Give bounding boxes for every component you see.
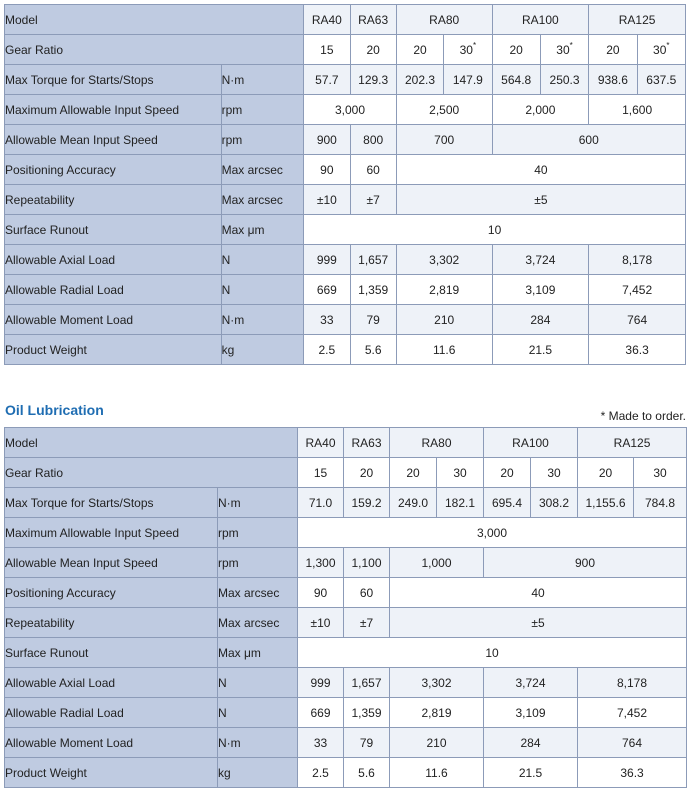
- row-unit: N·m: [221, 305, 304, 335]
- gear-ratio-value: 30: [653, 465, 667, 480]
- value-cell: 1,657: [344, 668, 390, 698]
- value-cell: ±5: [390, 608, 687, 638]
- row-unit: N: [221, 275, 304, 305]
- grease-spec-table-body: [5, 5, 686, 365]
- gear-ratio-cell: [298, 458, 344, 488]
- value-cell: 10: [304, 215, 686, 245]
- value-cell: 938.6: [589, 65, 637, 95]
- row-unit: Max arcsec: [221, 155, 304, 185]
- table-row: [5, 428, 687, 458]
- table-row: [5, 758, 687, 788]
- gear-ratio-cell: [589, 35, 637, 65]
- model-header: RA80: [390, 428, 484, 458]
- row-label: Repeatability: [5, 608, 218, 638]
- value-cell: 2.5: [304, 335, 350, 365]
- table-row: [5, 638, 687, 668]
- value-cell: 202.3: [396, 65, 443, 95]
- row-label: Product Weight: [5, 758, 218, 788]
- gear-ratio-cell: [344, 458, 390, 488]
- gear-ratio-value: 20: [406, 465, 420, 480]
- value-cell: 36.3: [589, 335, 686, 365]
- row-label: Allowable Radial Load: [5, 275, 222, 305]
- table-row: [5, 35, 686, 65]
- row-unit: kg: [218, 758, 298, 788]
- value-cell: 60: [350, 155, 396, 185]
- gear-ratio-value: 20: [359, 465, 374, 480]
- value-cell: 1,359: [350, 275, 396, 305]
- value-cell: 33: [304, 305, 350, 335]
- value-cell: 1,657: [350, 245, 396, 275]
- row-label: Positioning Accuracy: [5, 578, 218, 608]
- table-row: [5, 125, 686, 155]
- oil-spec-table-body: [5, 428, 687, 788]
- value-cell: 284: [484, 728, 578, 758]
- value-cell: 800: [350, 125, 396, 155]
- table-row: [5, 95, 686, 125]
- table-row: [5, 215, 686, 245]
- gear-ratio-value: 15: [313, 465, 328, 480]
- value-cell: 8,178: [589, 245, 686, 275]
- gear-ratio-value: 20: [366, 42, 380, 57]
- row-label: Repeatability: [5, 185, 222, 215]
- table-row: [5, 305, 686, 335]
- row-label: Surface Runout: [5, 215, 222, 245]
- value-cell: 669: [298, 698, 344, 728]
- row-label: Maximum Allowable Input Speed: [5, 518, 218, 548]
- value-cell: 90: [298, 578, 344, 608]
- value-cell: 764: [578, 728, 687, 758]
- gear-ratio-value: 20: [598, 465, 613, 480]
- table-row: [5, 578, 687, 608]
- value-cell: 564.8: [492, 65, 540, 95]
- model-header: RA40: [304, 5, 350, 35]
- gear-ratio-cell: [634, 458, 687, 488]
- value-cell: 308.2: [531, 488, 578, 518]
- gear-ratio-cell: [390, 458, 437, 488]
- row-unit: N·m: [218, 728, 298, 758]
- gear-ratio-cell: [637, 35, 685, 65]
- value-cell: 210: [396, 305, 492, 335]
- value-cell: 40: [396, 155, 685, 185]
- value-cell: 11.6: [390, 758, 484, 788]
- gear-ratio-value: 20: [413, 42, 427, 57]
- row-label: Allowable Axial Load: [5, 668, 218, 698]
- row-unit: N·m: [218, 488, 298, 518]
- row-unit: rpm: [218, 518, 298, 548]
- value-cell: 1,600: [589, 95, 686, 125]
- value-cell: 2.5: [298, 758, 344, 788]
- value-cell: 1,100: [344, 548, 390, 578]
- grease-spec-table: [4, 4, 686, 365]
- value-cell: 3,302: [396, 245, 492, 275]
- row-unit: rpm: [221, 95, 304, 125]
- made-to-order-note: * Made to order.: [600, 409, 686, 423]
- value-cell: ±10: [298, 608, 344, 638]
- table-row: [5, 698, 687, 728]
- model-header: RA125: [578, 428, 687, 458]
- model-header: RA40: [298, 428, 344, 458]
- value-cell: 159.2: [344, 488, 390, 518]
- table-row: [5, 335, 686, 365]
- oil-lubrication-title: Oil Lubrication: [5, 402, 104, 418]
- value-cell: 8,178: [578, 668, 687, 698]
- made-to-order-mark: *: [569, 40, 573, 50]
- table-row: [5, 518, 687, 548]
- value-cell: 284: [492, 305, 589, 335]
- row-label: Max Torque for Starts/Stops: [5, 488, 218, 518]
- value-cell: 3,724: [492, 245, 589, 275]
- value-cell: 129.3: [350, 65, 396, 95]
- row-unit: Max μm: [218, 638, 298, 668]
- value-cell: 36.3: [578, 758, 687, 788]
- row-unit: Max arcsec: [218, 608, 298, 638]
- value-cell: 3,109: [484, 698, 578, 728]
- value-cell: 33: [298, 728, 344, 758]
- value-cell: ±10: [304, 185, 350, 215]
- value-cell: 60: [344, 578, 390, 608]
- model-header: RA100: [484, 428, 578, 458]
- row-unit: Max μm: [221, 215, 304, 245]
- row-label: Model: [5, 428, 298, 458]
- gear-ratio-value: 30: [653, 42, 667, 57]
- value-cell: 57.7: [304, 65, 350, 95]
- gear-ratio-value: 15: [320, 42, 334, 57]
- value-cell: 7,452: [589, 275, 686, 305]
- value-cell: 2,819: [396, 275, 492, 305]
- value-cell: 600: [492, 125, 685, 155]
- value-cell: 900: [484, 548, 687, 578]
- value-cell: ±7: [350, 185, 396, 215]
- value-cell: 5.6: [344, 758, 390, 788]
- row-label: Allowable Mean Input Speed: [5, 125, 222, 155]
- value-cell: 210: [390, 728, 484, 758]
- value-cell: 3,302: [390, 668, 484, 698]
- gear-ratio-cell: [578, 458, 634, 488]
- table-row: [5, 5, 686, 35]
- row-label: Maximum Allowable Input Speed: [5, 95, 222, 125]
- gear-ratio-value: 30: [556, 42, 570, 57]
- value-cell: 700: [396, 125, 492, 155]
- row-label: Positioning Accuracy: [5, 155, 222, 185]
- value-cell: 147.9: [444, 65, 492, 95]
- gear-ratio-value: 30: [547, 465, 561, 480]
- row-unit: Max arcsec: [218, 578, 298, 608]
- value-cell: 3,000: [298, 518, 687, 548]
- row-label: Allowable Axial Load: [5, 245, 222, 275]
- value-cell: 999: [298, 668, 344, 698]
- value-cell: 90: [304, 155, 350, 185]
- made-to-order-mark: *: [472, 40, 477, 50]
- value-cell: 2,000: [492, 95, 589, 125]
- value-cell: 999: [304, 245, 350, 275]
- table-row: [5, 488, 687, 518]
- value-cell: 900: [304, 125, 350, 155]
- value-cell: 669: [304, 275, 350, 305]
- model-header: RA63: [344, 428, 390, 458]
- row-label: Gear Ratio: [5, 35, 304, 65]
- row-unit: N: [218, 698, 298, 728]
- row-label: Surface Runout: [5, 638, 218, 668]
- table-row: [5, 65, 686, 95]
- gear-ratio-cell: [531, 458, 578, 488]
- value-cell: 182.1: [437, 488, 484, 518]
- row-unit: N·m: [221, 65, 304, 95]
- value-cell: 637.5: [637, 65, 685, 95]
- row-label: Model: [5, 5, 304, 35]
- table-row: [5, 245, 686, 275]
- value-cell: 1,000: [390, 548, 484, 578]
- value-cell: 40: [390, 578, 687, 608]
- value-cell: 5.6: [350, 335, 396, 365]
- gear-ratio-cell: [304, 35, 350, 65]
- value-cell: 1,359: [344, 698, 390, 728]
- gear-ratio-value: 30: [453, 465, 467, 480]
- gear-ratio-cell: [396, 35, 443, 65]
- value-cell: 21.5: [492, 335, 589, 365]
- model-header: RA100: [492, 5, 589, 35]
- model-header: RA80: [396, 5, 492, 35]
- row-label: Allowable Radial Load: [5, 698, 218, 728]
- value-cell: 764: [589, 305, 686, 335]
- value-cell: 7,452: [578, 698, 687, 728]
- model-header: RA63: [350, 5, 396, 35]
- table-row: [5, 608, 687, 638]
- row-unit: rpm: [221, 125, 304, 155]
- value-cell: 695.4: [484, 488, 531, 518]
- row-unit: rpm: [218, 548, 298, 578]
- value-cell: 21.5: [484, 758, 578, 788]
- value-cell: 3,000: [304, 95, 397, 125]
- gear-ratio-value: 20: [509, 42, 523, 57]
- row-unit: N: [221, 245, 304, 275]
- gear-ratio-value: 20: [500, 465, 514, 480]
- oil-spec-table: [4, 427, 687, 788]
- value-cell: 250.3: [540, 65, 588, 95]
- row-label: Max Torque for Starts/Stops: [5, 65, 222, 95]
- gear-ratio-cell: [444, 35, 492, 65]
- row-label: Allowable Mean Input Speed: [5, 548, 218, 578]
- gear-ratio-value: 30: [459, 42, 473, 57]
- value-cell: 1,300: [298, 548, 344, 578]
- made-to-order-mark: *: [666, 40, 670, 50]
- value-cell: 11.6: [396, 335, 492, 365]
- row-unit: Max arcsec: [221, 185, 304, 215]
- value-cell: 2,819: [390, 698, 484, 728]
- value-cell: 10: [298, 638, 687, 668]
- value-cell: 2,500: [396, 95, 492, 125]
- gear-ratio-cell: [350, 35, 396, 65]
- row-label: Gear Ratio: [5, 458, 298, 488]
- model-header: RA125: [589, 5, 686, 35]
- gear-ratio-cell: [484, 458, 531, 488]
- value-cell: ±5: [396, 185, 685, 215]
- gear-ratio-cell: [540, 35, 588, 65]
- row-unit: kg: [221, 335, 304, 365]
- row-label: Allowable Moment Load: [5, 305, 222, 335]
- value-cell: 3,109: [492, 275, 589, 305]
- table-row: [5, 728, 687, 758]
- row-unit: N: [218, 668, 298, 698]
- gear-ratio-cell: [437, 458, 484, 488]
- table-row: [5, 548, 687, 578]
- table-row: [5, 458, 687, 488]
- gear-ratio-value: 20: [606, 42, 620, 57]
- value-cell: 79: [350, 305, 396, 335]
- value-cell: 784.8: [634, 488, 687, 518]
- gear-ratio-cell: [492, 35, 540, 65]
- value-cell: 1,155.6: [578, 488, 634, 518]
- table-row: [5, 668, 687, 698]
- value-cell: 249.0: [390, 488, 437, 518]
- table-row: [5, 155, 686, 185]
- value-cell: ±7: [344, 608, 390, 638]
- value-cell: 79: [344, 728, 390, 758]
- value-cell: 3,724: [484, 668, 578, 698]
- row-label: Product Weight: [5, 335, 222, 365]
- value-cell: 71.0: [298, 488, 344, 518]
- row-label: Allowable Moment Load: [5, 728, 218, 758]
- table-row: [5, 275, 686, 305]
- table-row: [5, 185, 686, 215]
